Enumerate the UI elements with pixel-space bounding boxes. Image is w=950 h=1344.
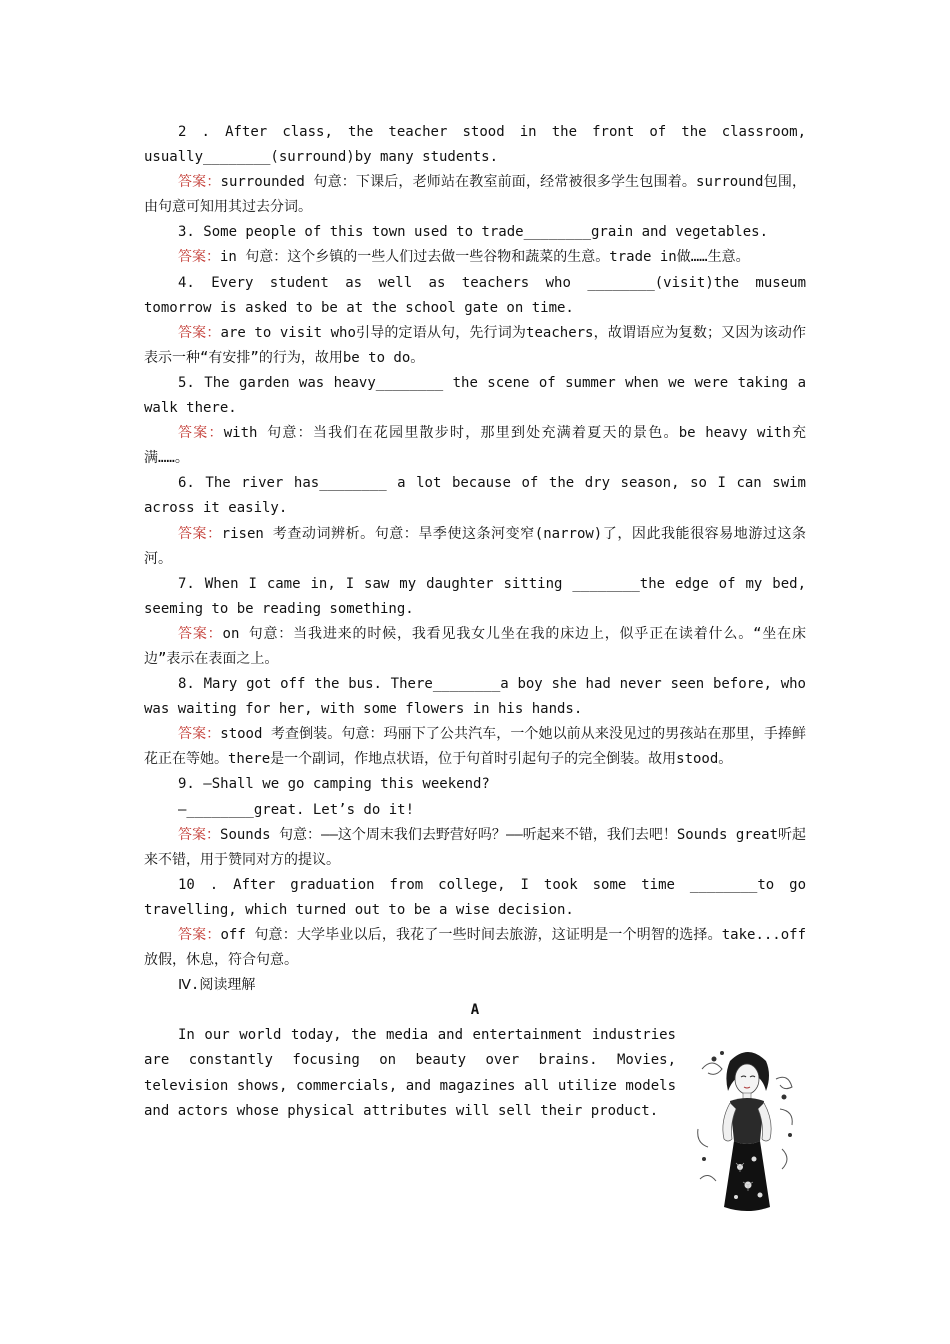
answer-5 [144,421,806,471]
answer-9 [144,823,806,873]
answer-label: 答案： [178,324,221,341]
section-title: Ⅳ.阅读理解 [178,977,256,994]
answer-text: off 句意：大学毕业以后，我花了一些时间去旅游，这证明是一个明智的选择。take...off 放假，休息，符合句意。 [144,927,807,969]
answer-text: stood 考查倒装。句意：玛丽下了公共汽车，一个她以前从来没见过的男孩站在那里，手捧鲜花正在等她。there是一个副词，作地点状语，位于句首时引起句子的完全倒装。故用stood。 [144,726,807,768]
answer-label: 答案： [178,525,222,542]
answer-label: 答案： [178,927,221,943]
answer-text: are to visit who引导的定语从句，先行词为teachers，故谓语应为复数；又因为该动作表示一种“有安排”的行为，故用be to do。 [144,324,807,366]
answer-text: in 句意：这个乡镇的一些人们过去做一些谷物和蔬菜的生意。trade in做……生意。 [220,249,750,266]
answer-label: 答案： [178,249,220,266]
answer-text: with 句意：当我们在花园里散步时，那里到处充满着夏天的景色。be heavy with充满……。 [144,425,806,467]
answer-text: Sounds 句意：——这个周末我们去野营好吗？——听起来不错，我们去吧！Sounds great听起来不错，用于赞同对方的提议。 [144,826,807,868]
answer-text: on 句意：当我进来的时候，我看见我女儿坐在我的床边上，似乎正在读着什么。“坐在床边”表示在表面之上。 [144,625,807,667]
answer-label: 答案： [178,425,224,442]
passage-heading: A [470,1002,480,1019]
question-3: 3. Some people of this town used to trade________grain and vegetables. [178,224,769,241]
answer-3 [144,245,806,270]
question-8: 8. Mary got off the bus. There________a boy she had never seen before, who was waiting for her, with some flowers in his hands. [144,676,806,718]
question-5: 5. The garden was heavy________ the scene of summer when we were taking a walk there. [144,374,806,417]
question-10: 10 . After graduation from college, I took some time ________to go travelling, which turned out to be a wise decision. [144,876,806,918]
document-page [144,120,806,1223]
question-4: 4. Every student as well as teachers who ________(visit)the museum tomorrow is asked to be at the school gate on time. [144,274,806,316]
answer-7 [144,622,806,672]
question-9: 9. —Shall we go camping this weekend? [178,776,490,793]
answer-label: 答案： [178,826,221,843]
answer-label: 答案： [178,174,221,191]
passage-paragraph: In our world today, the media and entertainment industries are constantly focusing on beauty over brains. Movies, television shows, commercials, and magazines all utilize models and actors whose physical attributes will sell their product. [144,1027,676,1119]
question-6: 6. The river has________ a lot because of the dry season, so I can swim across it easily. [144,475,806,517]
question-7: 7. When I came in, I saw my daughter sitting ________the edge of my bed, seeming to be reading something. [144,575,806,617]
answer-text: risen 考查动词辨析。句意：旱季使这条河变窄(narrow)了，因此我能很容易地游过这条河。 [144,525,807,567]
answer-label: 答案： [178,625,223,642]
answer-2 [144,170,806,220]
answer-4 [144,321,806,371]
answer-label: 答案： [178,726,221,743]
question-2: 2 . After class, the teacher stood in the front of the classroom, usually________(surround)by many students. [144,124,806,166]
answer-8 [144,722,806,772]
answer-6 [144,522,806,572]
question-9-reply: —________great. Let’s do it! [178,801,415,818]
answer-10 [144,923,806,973]
woman-illustration [692,1039,800,1215]
answer-text: surrounded 句意：下课后，老师站在教室前面，经常被很多学生包围着。surround包围，由句意可知用其过去分词。 [144,174,806,216]
reading-passage [144,1023,806,1223]
